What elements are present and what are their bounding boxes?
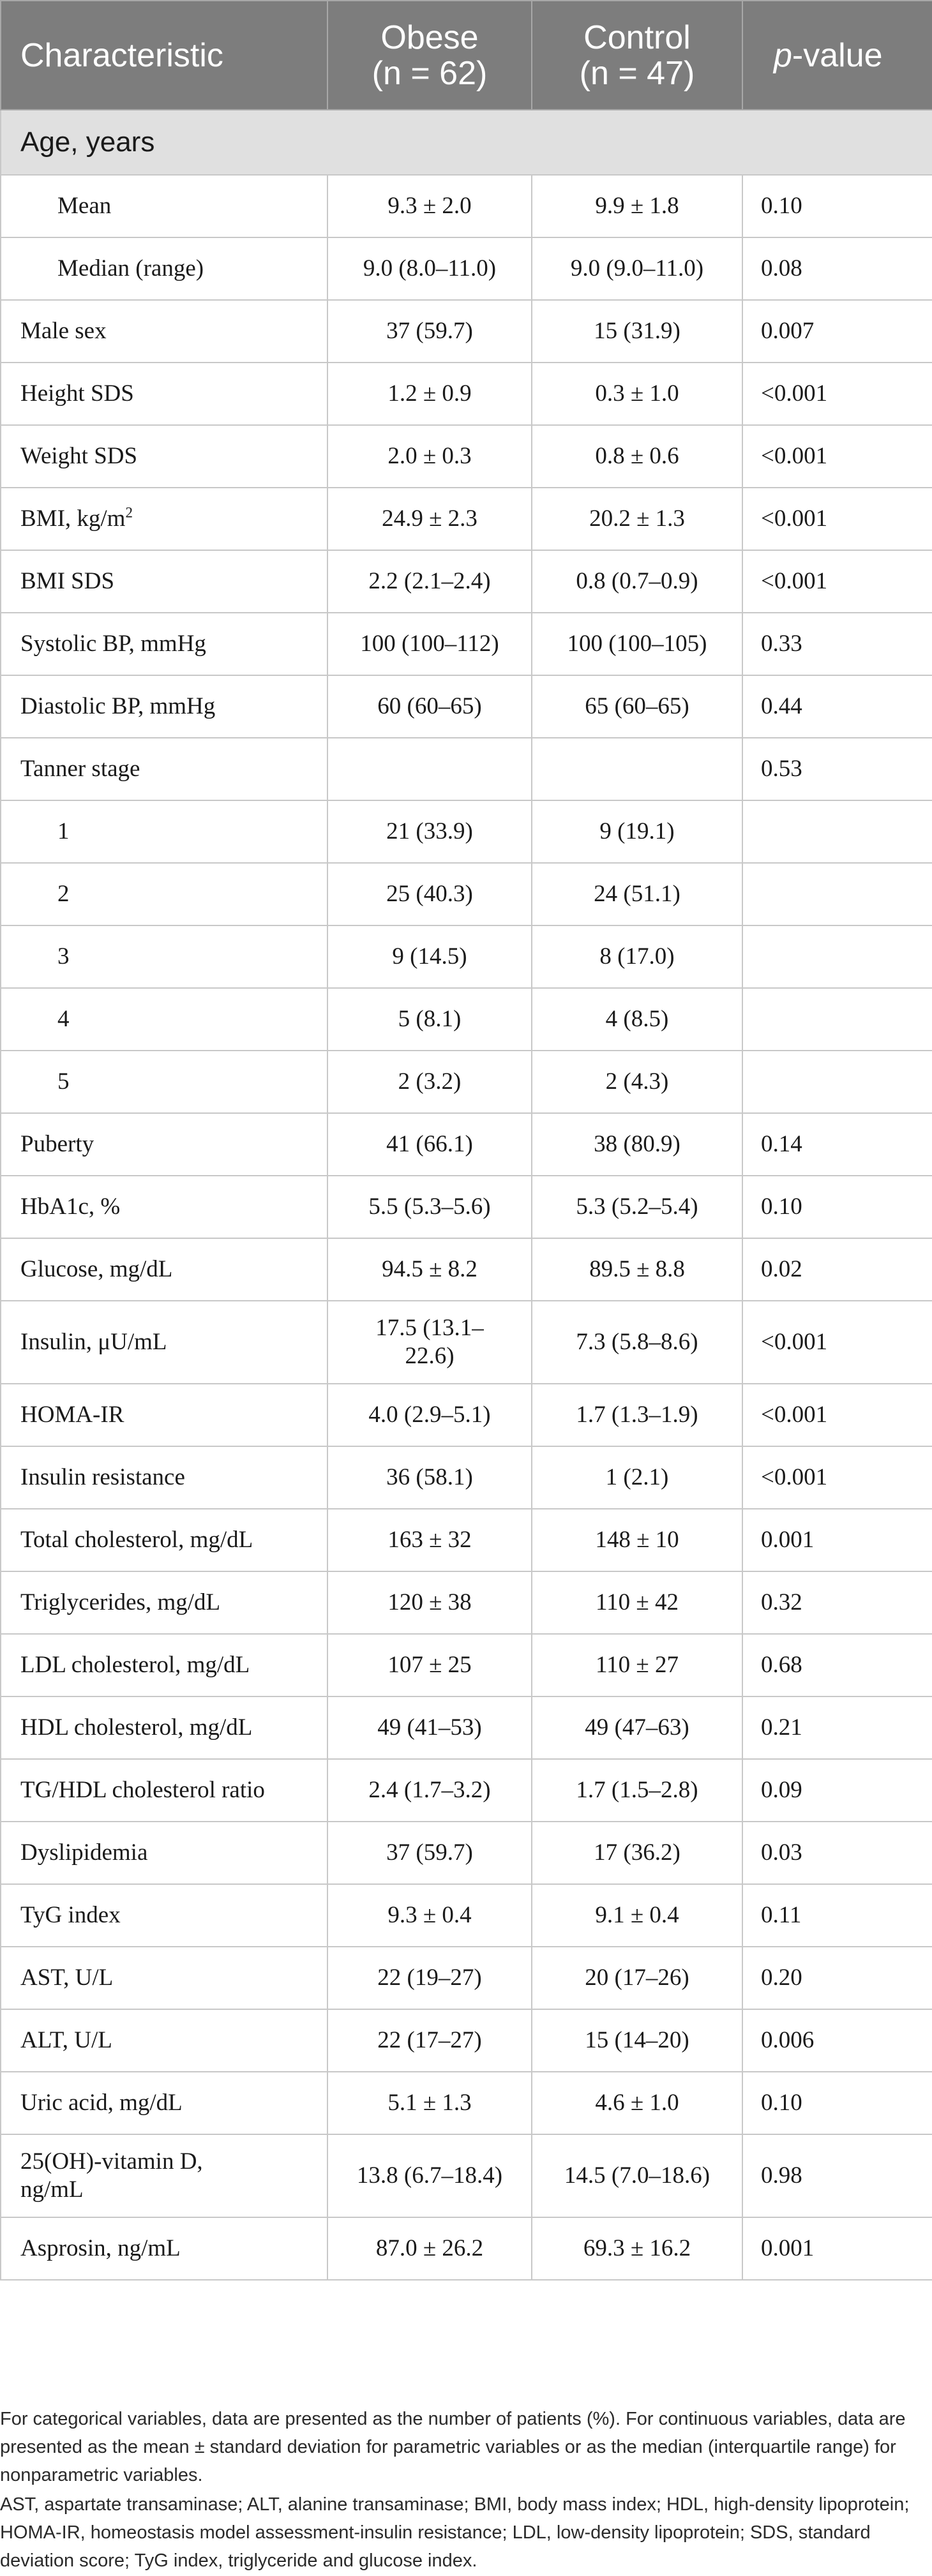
control-value: 15 (14–20) [532,2009,742,2072]
row-label [1,363,327,425]
obese-value: 9 (14.5) [327,925,532,988]
section-row [1,110,932,175]
obese-value: 37 (59.7) [327,300,532,363]
p-value: <0.001 [742,488,932,550]
obese-value: 60 (60–65) [327,675,532,738]
row-label [1,1759,327,1822]
control-value: 0.3 ± 1.0 [532,363,742,425]
row-label-text: Insulin, μU/mL [20,1329,167,1355]
control-value: 9.1 ± 0.4 [532,1884,742,1947]
row-label-text: HDL cholesterol, mg/dL [20,1714,253,1741]
obese-value: 49 (41–53) [327,1696,532,1759]
p-value [742,988,932,1051]
table-row [1,800,932,863]
p-value: <0.001 [742,550,932,613]
p-value: <0.001 [742,1384,932,1446]
control-value: 9.9 ± 1.8 [532,175,742,237]
row-label [1,1238,327,1301]
control-value: 15 (31.9) [532,300,742,363]
row-label-text: TG/HDL cholesterol ratio [20,1777,265,1803]
row-label [1,1113,327,1176]
obese-value: 17.5 (13.1–22.6) [327,1301,532,1384]
obese-value: 5.1 ± 1.3 [327,2072,532,2134]
table-row [1,1113,932,1176]
p-value [742,925,932,988]
header-p-rest: -value [792,36,883,74]
row-label-superscript: 2 [125,504,133,521]
obese-value: 107 ± 25 [327,1634,532,1696]
header-control [532,1,742,110]
row-label [1,613,327,675]
obese-value: 22 (19–27) [327,1947,532,2009]
control-value: 20.2 ± 1.3 [532,488,742,550]
obese-value: 36 (58.1) [327,1446,532,1509]
obese-value: 2.4 (1.7–3.2) [327,1759,532,1822]
control-value: 4 (8.5) [532,988,742,1051]
row-label-text: Total cholesterol, mg/dL [20,1527,253,1553]
table-row [1,1634,932,1696]
obese-value: 120 ± 38 [327,1571,532,1634]
p-value: 0.68 [742,1634,932,1696]
p-value: 0.08 [742,237,932,300]
obese-value: 1.2 ± 0.9 [327,363,532,425]
row-label-text: TyG index [20,1902,121,1928]
row-label [1,1384,327,1446]
row-label-text: Systolic BP, mmHg [20,631,206,657]
row-label [1,237,327,300]
control-value: 14.5 (7.0–18.6) [532,2134,742,2217]
obese-value: 9.0 (8.0–11.0) [327,237,532,300]
p-value [742,800,932,863]
row-label-text: ALT, U/L [20,2027,112,2053]
row-label-text: 2 [57,881,70,907]
row-label [1,738,327,800]
table-row [1,613,932,675]
control-value: 100 (100–105) [532,613,742,675]
control-value: 69.3 ± 16.2 [532,2217,742,2280]
row-label-text: Diastolic BP, mmHg [20,693,216,719]
control-value: 5.3 (5.2–5.4) [532,1176,742,1238]
p-value [742,1051,932,1113]
row-label [1,1571,327,1634]
p-value: 0.007 [742,300,932,363]
row-label [1,1051,327,1113]
obese-value: 21 (33.9) [327,800,532,863]
obese-value: 22 (17–27) [327,2009,532,2072]
p-value: 0.02 [742,1238,932,1301]
obese-value: 24.9 ± 2.3 [327,488,532,550]
control-value: 65 (60–65) [532,675,742,738]
p-value: 0.03 [742,1822,932,1884]
control-value: 24 (51.1) [532,863,742,925]
p-value: 0.09 [742,1759,932,1822]
obese-value: 4.0 (2.9–5.1) [327,1384,532,1446]
p-value: 0.10 [742,2072,932,2134]
row-label [1,1176,327,1238]
row-label [1,175,327,237]
row-label-text: 25(OH)-vitamin D, ng/mL [20,2148,203,2203]
obese-value: 9.3 ± 2.0 [327,175,532,237]
table-row [1,1051,932,1113]
control-value [532,738,742,800]
row-label [1,925,327,988]
control-value: 38 (80.9) [532,1113,742,1176]
obese-value: 2.2 (2.1–2.4) [327,550,532,613]
p-value: 0.20 [742,1947,932,2009]
p-value [742,863,932,925]
row-label [1,425,327,488]
row-label-text: Median (range) [57,255,204,281]
p-value: 0.006 [742,2009,932,2072]
row-label [1,675,327,738]
row-label-text: Puberty [20,1131,94,1157]
row-label-text: Glucose, mg/dL [20,1256,173,1282]
table-row [1,425,932,488]
table-row [1,2134,932,2217]
row-label-text: Insulin resistance [20,1464,185,1490]
row-label-text: Height SDS [20,380,134,407]
control-value: 2 (4.3) [532,1051,742,1113]
table-row [1,738,932,800]
row-label-text: 1 [57,818,70,844]
row-label [1,2072,327,2134]
p-value: 0.001 [742,2217,932,2280]
table-row [1,2009,932,2072]
table-row [1,863,932,925]
row-label-text: Tanner stage [20,756,140,782]
row-label [1,488,327,550]
control-value: 1.7 (1.5–2.8) [532,1759,742,1822]
table-row [1,2217,932,2280]
header-control-n: (n = 47) [579,54,695,92]
footnote-abbreviations: AST, aspartate transaminase; ALT, alanine transaminase; BMI, body mass index; HDL, high-density lipoprotein; HOMA-IR, homeostasis model assessment-insulin resistance; LDL, low-density lipoprotein; SDS, standard deviation score; TyG index, triglyceride and glucose index. [0,2494,910,2571]
row-label-text: 5 [57,1068,70,1095]
obese-value: 87.0 ± 26.2 [327,2217,532,2280]
row-label-text: BMI SDS [20,568,115,594]
control-value: 8 (17.0) [532,925,742,988]
row-label [1,1446,327,1509]
p-value: <0.001 [742,1301,932,1384]
control-value: 1 (2.1) [532,1446,742,1509]
control-value: 17 (36.2) [532,1822,742,1884]
row-label [1,1696,327,1759]
p-value: 0.10 [742,175,932,237]
obese-value: 94.5 ± 8.2 [327,1238,532,1301]
obese-value: 100 (100–112) [327,613,532,675]
table-row [1,488,932,550]
table-row [1,300,932,363]
table-row [1,1759,932,1822]
table-row [1,1571,932,1634]
row-label [1,1634,327,1696]
row-label-text: Asprosin, ng/mL [20,2235,181,2261]
row-label [1,863,327,925]
table-row [1,1446,932,1509]
table-row [1,675,932,738]
p-value: 0.21 [742,1696,932,1759]
header-obese [327,1,532,110]
table-row [1,550,932,613]
control-value: 49 (47–63) [532,1696,742,1759]
row-label-text: Dyslipidemia [20,1839,148,1866]
control-value: 20 (17–26) [532,1947,742,2009]
table-row [1,925,932,988]
table-header-row [1,1,932,110]
table-row [1,1301,932,1384]
table-row [1,237,932,300]
p-value: <0.001 [742,1446,932,1509]
row-label [1,1301,327,1384]
row-label-text: HbA1c, % [20,1194,121,1220]
control-value: 148 ± 10 [532,1509,742,1571]
table-row [1,988,932,1051]
row-label-text: Mean [57,193,112,219]
row-label [1,1509,327,1571]
row-label-text: LDL cholesterol, mg/dL [20,1652,250,1678]
p-value: 0.32 [742,1571,932,1634]
control-value: 0.8 ± 0.6 [532,425,742,488]
p-value: 0.001 [742,1509,932,1571]
row-label-text: HOMA-IR [20,1402,124,1428]
row-label [1,800,327,863]
obese-value: 13.8 (6.7–18.4) [327,2134,532,2217]
p-value: 0.33 [742,613,932,675]
p-value: 0.98 [742,2134,932,2217]
header-obese-n: (n = 62) [372,54,488,92]
footnote-data-presentation: For categorical variables, data are presented as the number of patients (%). For continuous variables, data are presented as the mean ± standard deviation for parametric variables or as the median (interquartile range) for nonparametric variables. [0,2409,906,2485]
obese-value: 37 (59.7) [327,1822,532,1884]
row-label-text: Male sex [20,318,107,344]
table-row [1,1176,932,1238]
p-value: 0.11 [742,1884,932,1947]
obese-value: 41 (66.1) [327,1113,532,1176]
control-value: 4.6 ± 1.0 [532,2072,742,2134]
header-characteristic [1,1,327,110]
control-value: 110 ± 27 [532,1634,742,1696]
table-row [1,1509,932,1571]
table-row [1,1696,932,1759]
obese-value: 2.0 ± 0.3 [327,425,532,488]
table-row [1,175,932,237]
control-value: 9 (19.1) [532,800,742,863]
obese-value: 9.3 ± 0.4 [327,1884,532,1947]
row-label [1,300,327,363]
table-row [1,1822,932,1884]
control-value: 1.7 (1.3–1.9) [532,1384,742,1446]
obese-value: 25 (40.3) [327,863,532,925]
table-footnotes [0,2405,919,2576]
row-label-text: 3 [57,943,70,970]
control-value: 9.0 (9.0–11.0) [532,237,742,300]
row-label-text: AST, U/L [20,1965,114,1991]
header-characteristic-label: Characteristic [20,36,223,74]
p-value: 0.53 [742,738,932,800]
header-control-title: Control [583,19,691,56]
row-label-text: 4 [57,1006,70,1032]
control-value: 110 ± 42 [532,1571,742,1634]
obese-value: 5 (8.1) [327,988,532,1051]
table-row [1,363,932,425]
p-value: 0.44 [742,675,932,738]
header-p-italic: p [774,36,792,74]
p-value: 0.10 [742,1176,932,1238]
header-p-value [742,1,932,110]
table-row [1,1238,932,1301]
row-label-text: Uric acid, mg/dL [20,2090,183,2116]
section-label: Age, years [1,110,932,175]
obese-value [327,738,532,800]
header-obese-title: Obese [380,19,479,56]
p-value: <0.001 [742,425,932,488]
p-value: 0.14 [742,1113,932,1176]
row-label-text: Triglycerides, mg/dL [20,1589,221,1615]
table-row [1,2072,932,2134]
p-value: <0.001 [742,363,932,425]
control-value: 0.8 (0.7–0.9) [532,550,742,613]
control-value: 7.3 (5.8–8.6) [532,1301,742,1384]
row-label-text: Weight SDS [20,443,138,469]
row-label [1,1947,327,2009]
obese-value: 5.5 (5.3–5.6) [327,1176,532,1238]
table-row [1,1384,932,1446]
row-label [1,2009,327,2072]
row-label [1,2134,327,2217]
row-label [1,2217,327,2280]
row-label [1,988,327,1051]
table-row [1,1884,932,1947]
control-value: 89.5 ± 8.8 [532,1238,742,1301]
row-label [1,1822,327,1884]
table-row [1,1947,932,2009]
obese-value: 163 ± 32 [327,1509,532,1571]
obese-value: 2 (3.2) [327,1051,532,1113]
row-label [1,550,327,613]
row-label [1,1884,327,1947]
row-label-text: BMI, kg/m [20,505,126,532]
